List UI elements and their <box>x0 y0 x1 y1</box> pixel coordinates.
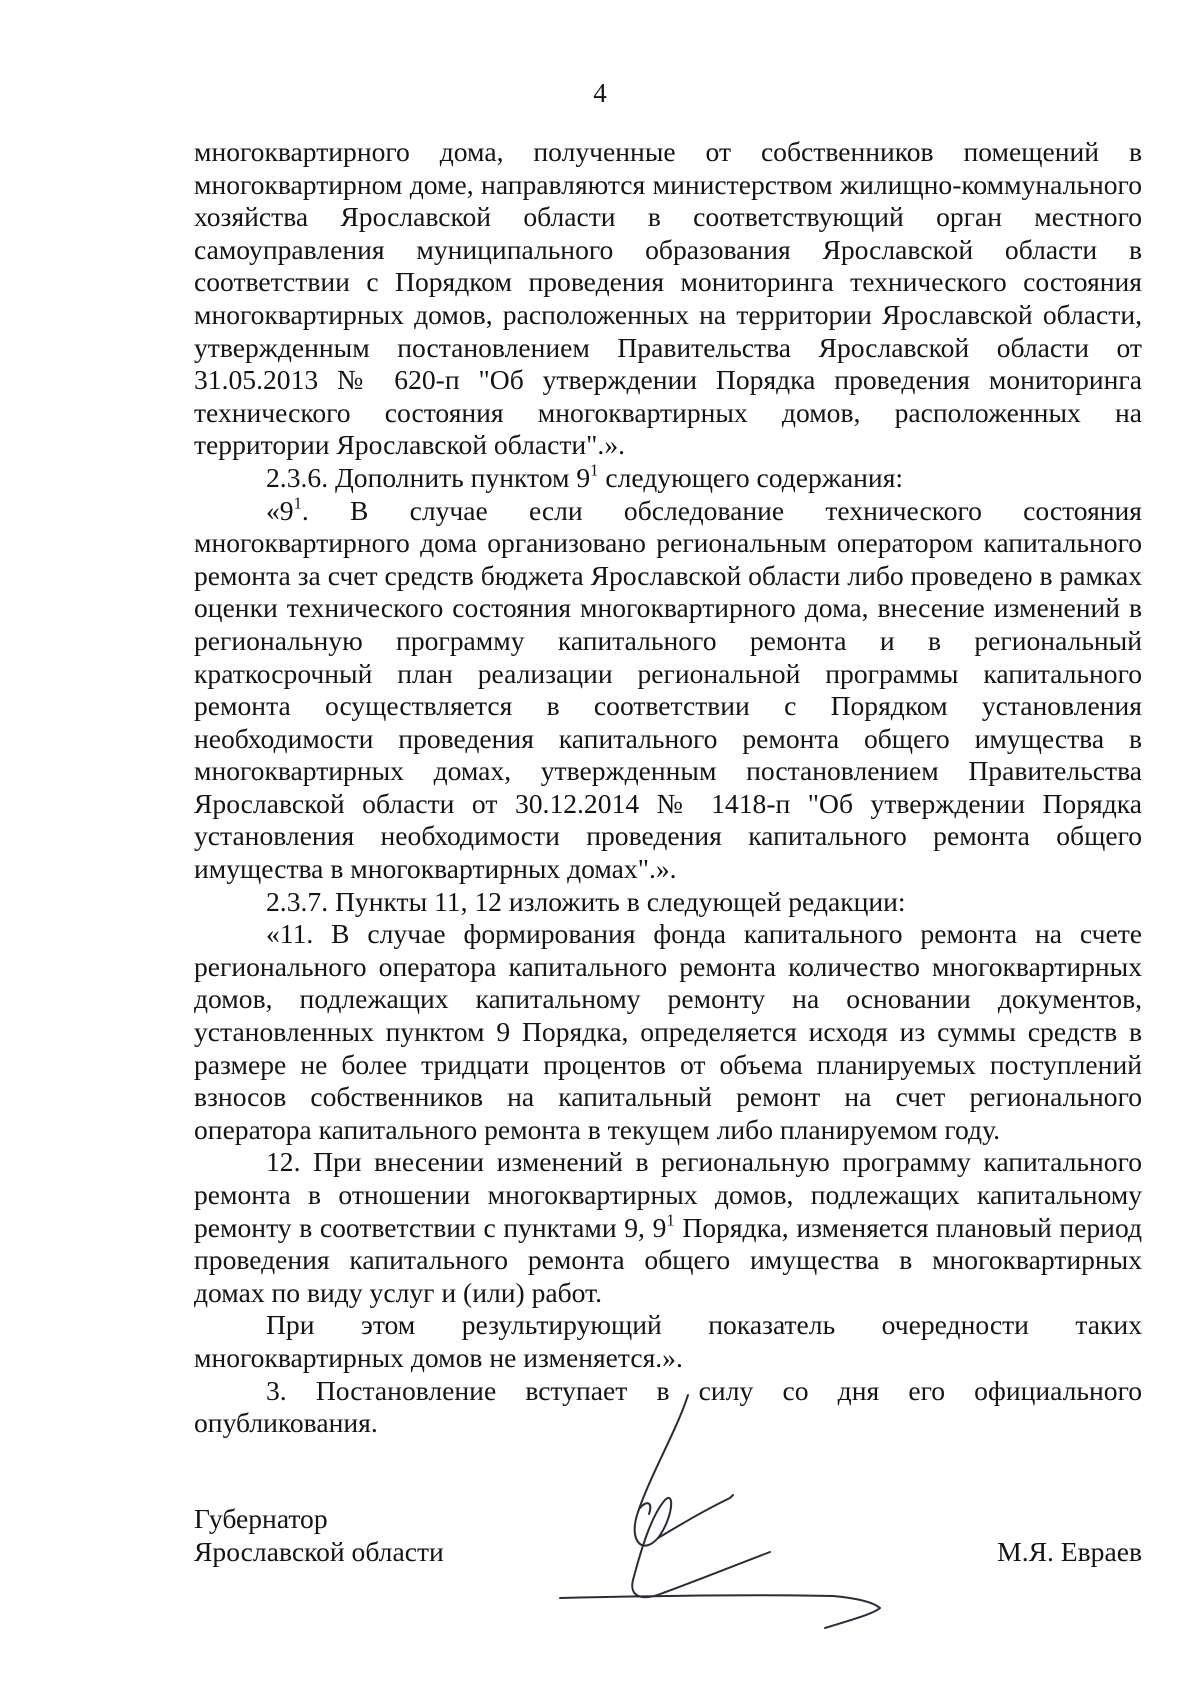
superscript: 1 <box>666 1210 675 1230</box>
signer-region: Ярославской области <box>194 1536 444 1567</box>
paragraph-2-3-6-text-end: следующего содержания: <box>598 461 904 493</box>
paragraph-2-3-6-text: 2.3.6. Дополнить пунктом 9 <box>266 461 591 493</box>
page-number: 4 <box>593 78 607 108</box>
signer-name: М.Я. Евраев <box>997 1536 1142 1567</box>
paragraph-monitoring-continuation: многоквартирного дома, полученные от собственников помещений в многоквартирном доме, направляются министерством жилищно-коммунального хозяйства Ярославской области в соответствующий орган местного самоуправления муниципального образования Ярославской области в соответствии с Порядком проведения мониторинга технического состояния многоквартирных домов, расположенных на территории Ярославской области, утвержденным постановлением Правительства Ярославской области от 31.05.2013 № 620-п "Об утверждении Порядка проведения мониторинга технического состояния многоквартирных домов, расположенных на территории Ярославской области".». <box>194 136 1142 461</box>
paragraph-2-3-7: 2.3.7. Пункты 11, 12 изложить в следующей редакции: <box>266 885 906 917</box>
signer-position: Губернатор <box>194 1503 328 1534</box>
document-body <box>194 136 1142 1440</box>
paragraph-entry-into-force: 3. Постановление вступает в силу со дня его официального опубликования. <box>194 1374 1142 1439</box>
superscript: 1 <box>293 492 302 512</box>
paragraph-point-12 <box>194 1146 1142 1309</box>
paragraph-point-9-1 <box>194 492 1142 886</box>
paragraph-ranking-indicator: При этом результирующий показатель очередности таких многоквартирных домов не изменяется.». <box>194 1309 1142 1373</box>
handwritten-signature <box>555 1390 955 1650</box>
signer-title <box>194 1502 444 1568</box>
paragraph-point-11: «11. В случае формирования фонда капитального ремонта на счете регионального оператора капитального ремонта количество многоквартирных домов, подлежащих капитальному ремонту на основании документов, установленных пунктом 9 Порядка, определяется исходя из суммы средств в размере не более тридцати процентов от объема планируемых поступлений взносов собственников на капитальный ремонт на счет регионального оператора капитального ремонта в текущем либо планируемом году. <box>194 918 1142 1145</box>
paragraph-point-12-text-end: Порядка, изменяется плановый период проведения капитального ремонта общего имущества в многоквартирных домах по виду услуг и (или) работ. <box>194 1211 1142 1308</box>
paragraph-point-9-1-text: . В случае если обследование технического состояния многоквартирного дома организовано региональным оператором капитального ремонта за счет средств бюджета Ярославской области либо проведено в рамках оценки технического состояния многоквартирного дома, внесение изменений в региональную программу капитального ремонта и в региональный краткосрочный план реализации региональной программы капитального ремонта осуществляется в соответствии с Порядком установления необходимости проведения капитального ремонта общего имущества в многоквартирных домах, утвержденным постановлением Правительства Ярославской области от 30.12.2014 № 1418-п "Об утверждении Порядка установления необходимости проведения капитального ремонта общего имущества в многоквартирных домах".». <box>194 494 1142 885</box>
paragraph-point-12-text: 12. При внесении изменений в региональную программу капитального ремонта в отношении многоквартирных домов, подлежащих капитальному ремонту в соответствии с пунктами 9, 9 <box>194 1146 1142 1243</box>
paragraph-2-3-6 <box>194 462 1142 495</box>
paragraph-point-9-1-start: «9 <box>266 494 294 526</box>
superscript: 1 <box>590 460 599 480</box>
